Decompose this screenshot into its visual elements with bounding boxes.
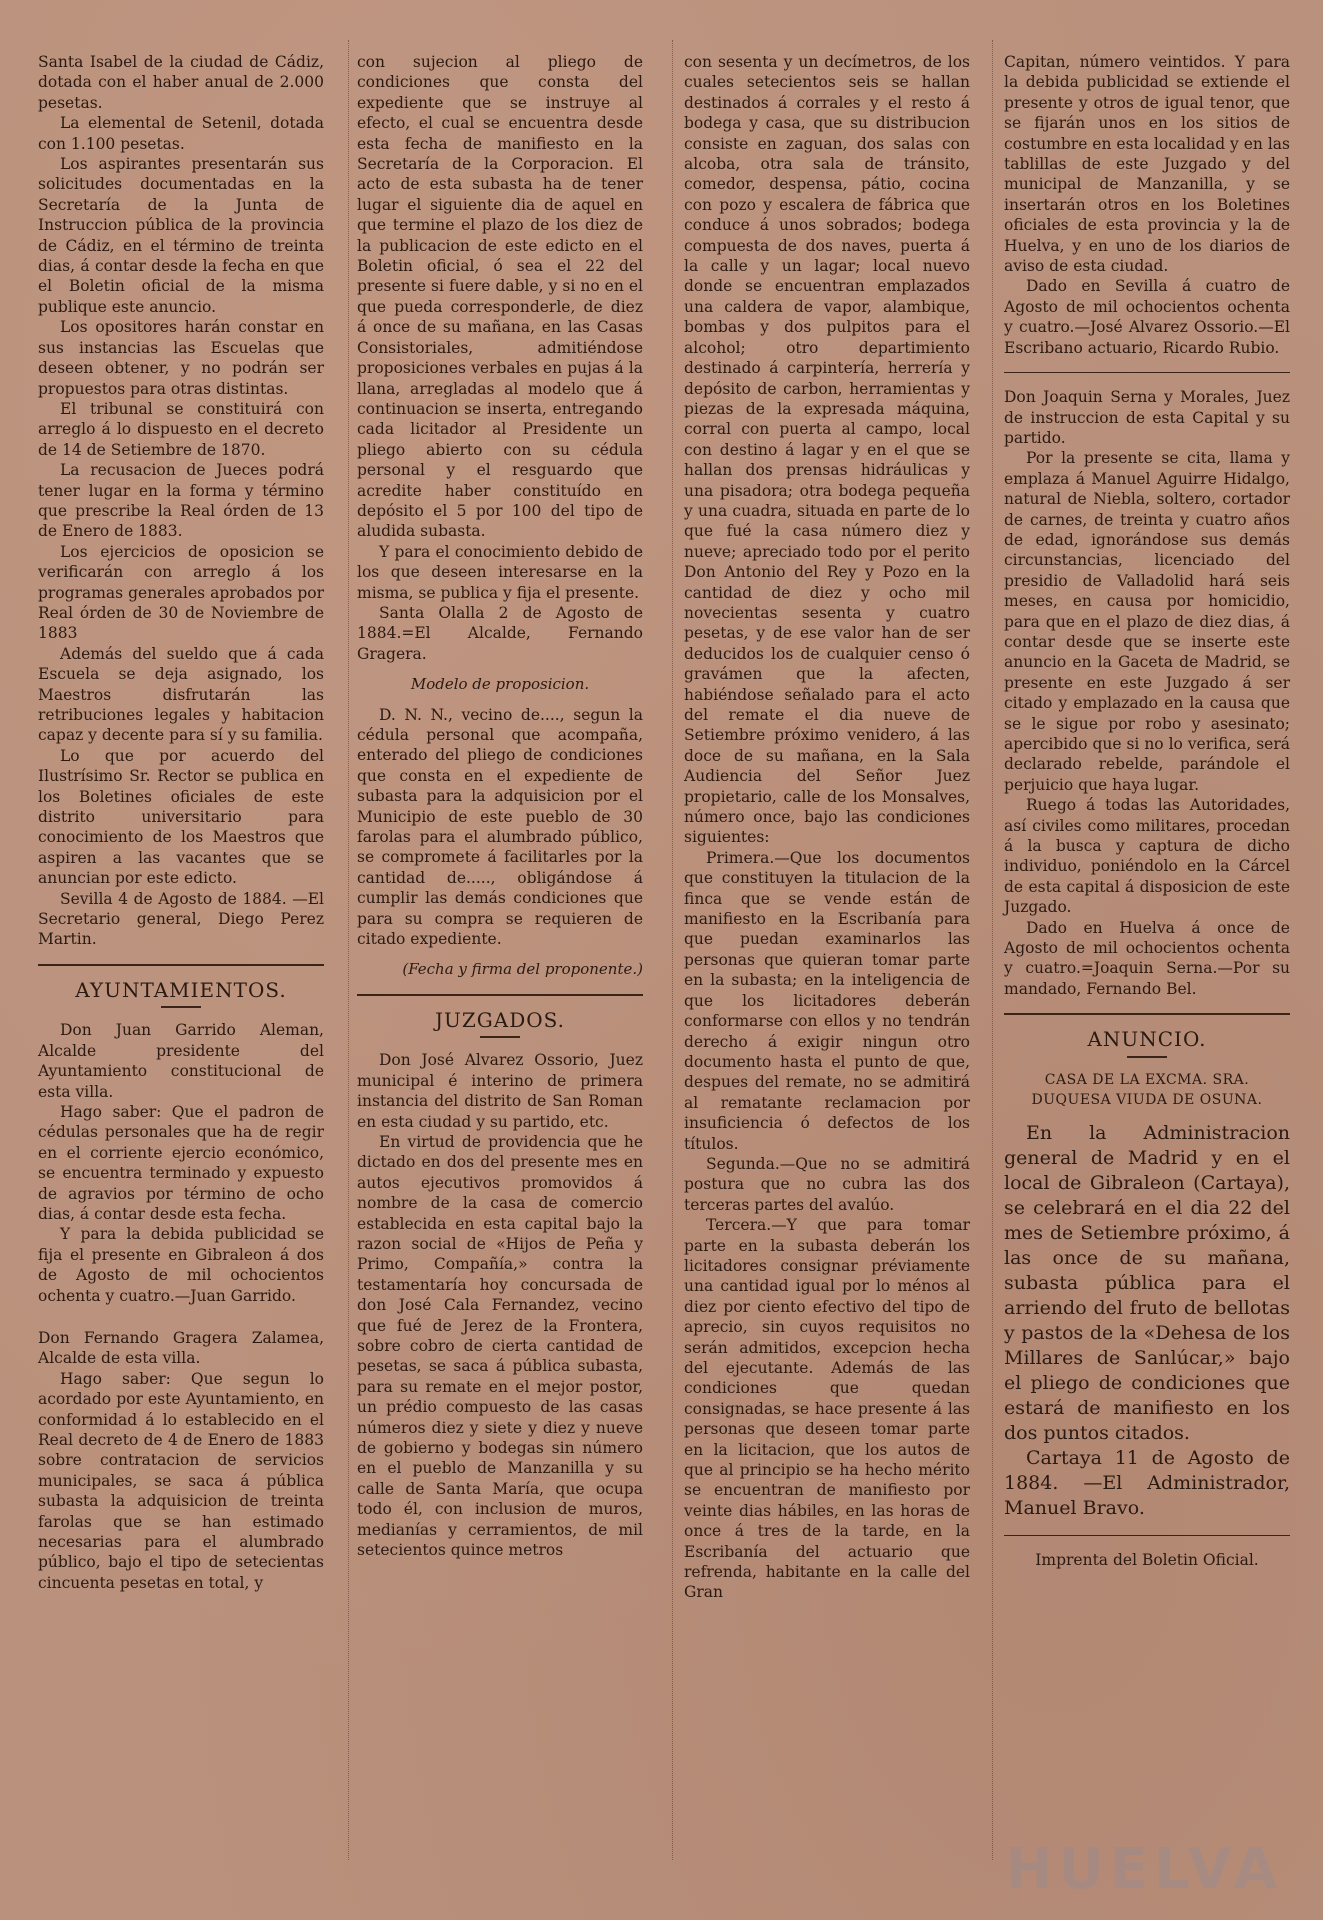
- paragraph: D. N. N., vecino de...., segun la cédula personal que acompaña, enterado del pliego de condiciones que consta en el expediente de subasta para la adquisicion por el Municipio de este pueblo de 30 farolas para el alumbrado público, se compromete á facilitarles por la cantidad de....., obligándose á cumplir las demás condiciones que para su compra se requieren de citado expediente.: [357, 705, 643, 949]
- paragraph: El tribunal se constituirá con arreglo á lo dispuesto en el decreto de 14 de Setiembre de 1870.: [38, 399, 324, 459]
- heading-underline: [1127, 1056, 1167, 1058]
- paragraph: Segunda.—Que no se admitirá postura que no cubra las dos terceras partes del avalúo.: [684, 1154, 970, 1214]
- paragraph: Hago saber: Que segun lo acordado por este Ayuntamiento, en conformidad á lo establecido en el Real decreto de 4 de Enero de 1883 sobre contratacion de servicios municipales, se saca á pública subasta la adquisicion de treinta farolas que se han estimado necesarias para el alumbrado público, bajo el tipo de setecientas cincuenta pesetas en total, y: [38, 1369, 324, 1592]
- column-4: [1004, 52, 1290, 1570]
- paragraph: La elemental de Setenil, dotada con 1.100 pesetas.: [38, 114, 324, 153]
- paragraph: Y para la debida publicidad se fija el presente en Gibraleon á dos de Agosto de mil ochocientos ochenta y cuatro.—Juan Garrido.: [38, 1225, 324, 1305]
- signature-line: Sevilla 4 de Agosto de 1884. —El Secretario general, Diego Perez Martin.: [38, 889, 324, 949]
- paragraph: Santa Isabel de la ciudad de Cádiz, dotada con el haber anual de 2.000 pesetas.: [38, 53, 324, 112]
- section-divider: [1004, 1013, 1290, 1015]
- column-1: [38, 52, 324, 1593]
- huelva-watermark: HUELVA: [1005, 1837, 1283, 1902]
- column-rule: [672, 40, 673, 1860]
- paragraph: Primera.—Que los documentos que constituyen la titulacion de la finca que se vende están de manifiesto en la Escribanía para que puedan examinarlos las personas que quieran tomar parte en la subasta; en la inteligencia de que los licitadores deberán conformarse con ellos y no tendrán derecho á exigir ningun otro documento hasta el punto de que, despues del remate, no se admitirá al rematante reclamacion por insuficiencia ó defectos de los títulos.: [684, 848, 970, 1153]
- signature-line: Dado en Sevilla á cuatro de Agosto de mil ochocientos ochenta y cuatro.—José Alvarez Ossorio.—El Escribano actuario, Ricardo Rubio.: [1004, 277, 1290, 357]
- signature-line: Cartaya 11 de Agosto de 1884. —El Administrador, Manuel Bravo.: [1004, 1446, 1290, 1519]
- paragraph: En la Administracion general de Madrid y en el local de Gibraleon (Cartaya), se celebrará en el dia 22 del mes de Setiembre próximo, á las once de su mañana, subasta pública para el arriendo del fruto de bellotas y pastos de la «Dehesa de los Millares de Sanlúcar,» bajo el pliego de condiciones que estará de manifiesto en los dos puntos citados.: [1004, 1121, 1290, 1444]
- column-rule: [992, 40, 993, 1860]
- section-divider: [1004, 1535, 1290, 1536]
- signature-line: Santa Olalla 2 de Agosto de 1884.=El Alcalde, Fernando Gragera.: [357, 603, 643, 663]
- anuncio-subheading: CASA DE LA EXCMA. SRA. DUQUESA VIUDA DE OSUNA.: [1031, 1071, 1263, 1109]
- signature-line: Dado en Huelva á once de Agosto de mil ochocientos ochenta y cuatro.=Joaquin Serna.—Por su mandado, Fernando Bel.: [1004, 918, 1290, 998]
- paragraph: Ruego á todas las Autoridades, así civiles como militares, procedan á la busca y captura de dicho individuo, poniéndolo en la Cárcel de esta capital á disposicion de este Juzgado.: [1004, 796, 1290, 917]
- paragraph: con sesenta y un decímetros, de los cuales setecientos seis se hallan destinados á corrales y el resto á bodega y casa, que su distribucion consiste en zaguan, dos salas con alcoba, otra sala de tránsito, comedor, despensa, pátio, cocina con pozo y escalera de fábrica que conduce á unos sobrados; bodega compuesta de dos naves, puerta á la calle y un lagar; local nuevo donde se encuentran emplazados una caldera de vapor, alambique, bombas y dos pulpitos para el alcohol; otro departimiento destinado á carpintería, herrería y depósito de carbon, herramientas y piezas de la expresada máquina, corral con puerta al campo, local con destino á lagar y en el que se hallan dos prensas hidráulicas y una pisadora; otra bodega pequeña y una cuadra, situada en parte de lo que fué la casa número diez y nueve; apreciado todo por el perito Don Antonio del Rey y Pozo en la cantidad de diez y ocho mil novecientas sesenta y cuatro pesetas, y de ese valor han de ser deducidos los de cualquier censo ó gravámen que la afecten, habiéndose señalado para el acto del remate el dia nueve de Setiembre próximo venidero, á las doce de su mañana, en la Sala Audiencia del Señor Juez propietario, calle de los Monsalves, número once, bajo las condiciones siguientes:: [684, 53, 970, 847]
- paragraph: con sujecion al pliego de condiciones que consta del expediente que se instruye al efecto, el cual se encuentra desde esta fecha de manifiesto en la Secretaría de la Corporacion. El acto de esta subasta ha de tener lugar el siguiente dia de aquel en que termine el plazo de los diez de la publicacion de este edicto en el Boletin oficial, ó sea el 22 del presente si fuere dable, y si no en el que pueda corresponderle, de diez á once de su mañana, en las Casas Consistoriales, admitiéndose proposiciones verbales en pujas á la llana, arregladas al modelo que á continuacion se inserta, entregando cada licitador al Presidente un pliego abierto con su cédula personal y el resguardo que acredite haber constituído en depósito el 5 por 100 del tipo de aludida subasta.: [357, 53, 643, 541]
- paragraph: Don Juan Garrido Aleman, Alcalde presidente del Ayuntamiento constitucional de esta villa.: [38, 1021, 324, 1101]
- fecha-firma: (Fecha y firma del proponente.): [402, 960, 643, 979]
- section-divider: [38, 964, 324, 966]
- column-2: [357, 52, 643, 1560]
- paragraph: Además del sueldo que á cada Escuela se deja asignado, los Maestros disfrutarán las retribuciones legales y habitacion capaz y decente para sí y su familia.: [38, 644, 324, 745]
- paragraph: La recusacion de Jueces podrá tener lugar en la forma y término que prescribe la Real órden de 13 de Enero de 1883.: [38, 461, 324, 541]
- paragraph: En virtud de providencia que he dictado en dos del presente mes en autos ejecutivos promovidos á nombre de la casa de comercio establecida en esta capital bajo la razon social de «Hijos de Peña y Primo, Compañía,» contra la testamentaría hoy concursada de don José Cala Fernandez, vecino que fué de Jerez de la Frontera, sobre cobro de cierta cantidad de pesetas, se saca á pública subasta, para su remate en el mejor postor, un prédio compuesto de las casas números diez y siete y diez y nueve de gobierno y bodegas sin número en el pueblo de Manzanilla y su calle de Santa María, que ocupa todo él, con inclusion de muros, medianías y cerramientos, de mil setecientos quince metros: [357, 1132, 643, 1560]
- paragraph: Por la presente se cita, llama y emplaza á Manuel Aguirre Hidalgo, natural de Niebla, soltero, cortador de carnes, de treinta y cuatro años de edad, ignorándose sus demás circunstancias, licenciado del presidio de Valladolid hará seis meses, en causa por homicidio, para que en el plazo de diez dias, á contar desde que se inserte este anuncio en la Gaceta de Madrid, se presente en este Juzgado á ser citado y emplazado en la causa que se le sigue por robo y asesinato; apercibido que si no lo verifica, será declarado rebelde, parándole el perjuicio que haya lugar.: [1004, 449, 1290, 794]
- section-divider: [1004, 372, 1290, 373]
- paragraph: Y para el conocimiento debido de los que deseen interesarse en la misma, se publica y fija el presente.: [357, 542, 643, 602]
- paragraph: Los opositores harán constar en sus instancias las Escuelas que deseen obtener, y no podrán ser propuestos para otras distintas.: [38, 318, 324, 398]
- column-3: [684, 52, 970, 1603]
- paragraph: Capitan, número veintidos. Y para la debida publicidad se extiende el presente y otros de igual tenor, que se fijarán unos en los sitios de costumbre en esta localidad y en las tablillas de este Juzgado y del municipal de Manzanilla, y se insertarán otros en los Boletines oficiales de esta provincia y la de Huelva, y en uno de los diarios de aviso de esta ciudad.: [1004, 53, 1290, 276]
- paragraph: Tercera.—Y que para tomar parte en la subasta deberán los licitadores consignar préviamente una cantidad igual por lo ménos al diez por ciento efectivo del tipo de aprecio, sin cuyos requisitos no serán admitidos, excepcion hecha del ejecutante. Además de las condiciones que quedan consignadas, se hace presente á las personas que deseen tomar parte en la licitacion, que los autos de que al principio se ha hecho mérito se encuentran de manifiesto por veinte dias hábiles, en las horas de once á tres de la tarde, en la Escribanía del actuario que refrenda, habitante en la calle del Gran: [684, 1216, 970, 1602]
- paragraph: Don José Alvarez Ossorio, Juez municipal é interino de primera instancia del distrito de San Roman en esta ciudad y su partido, etc.: [357, 1051, 643, 1131]
- heading-underline: [480, 1036, 520, 1038]
- paragraph: Los ejercicios de oposicion se verificarán con arreglo á los programas generales aprobados por Real órden de 30 de Noviembre de 1883: [38, 542, 324, 643]
- paragraph: Lo que por acuerdo del Ilustrísimo Sr. Rector se publica en los Boletines oficiales de este distrito universitario para conocimiento de los Maestros que aspiren a las vacantes que se anuncian por este edicto.: [38, 746, 324, 888]
- heading-underline: [161, 1006, 201, 1008]
- subheading-modelo: Modelo de proposicion.: [410, 675, 590, 694]
- section-divider: [357, 994, 643, 996]
- paragraph: Hago saber: Que el padron de cédulas personales que ha de regir en el corriente ejercio económico, se encuentra terminado y expuesto de agravios por término de ocho dias, á contar desde esta fecha.: [38, 1102, 324, 1223]
- section-heading-ayuntamientos: AYUNTAMIENTOS.: [75, 977, 287, 1002]
- paragraph: Los aspirantes presentarán sus solicitudes documentadas en la Secretaría de la Junta de Instruccion pública de la provincia de Cádiz, en el término de treinta dias, á contar desde la fecha en que el Boletin oficial de la misma publique este anuncio.: [38, 155, 324, 316]
- paragraph: Don Fernando Gragera Zalamea, Alcalde de esta villa.: [38, 1328, 324, 1368]
- section-heading-juzgados: JUZGADOS.: [435, 1007, 565, 1032]
- column-rule: [348, 40, 349, 1860]
- paragraph: Don Joaquin Serna y Morales, Juez de instruccion de esta Capital y su partido.: [1004, 388, 1290, 447]
- section-heading-anuncio: ANUNCIO.: [1087, 1027, 1207, 1052]
- imprint: Imprenta del Boletin Oficial.: [1035, 1550, 1259, 1569]
